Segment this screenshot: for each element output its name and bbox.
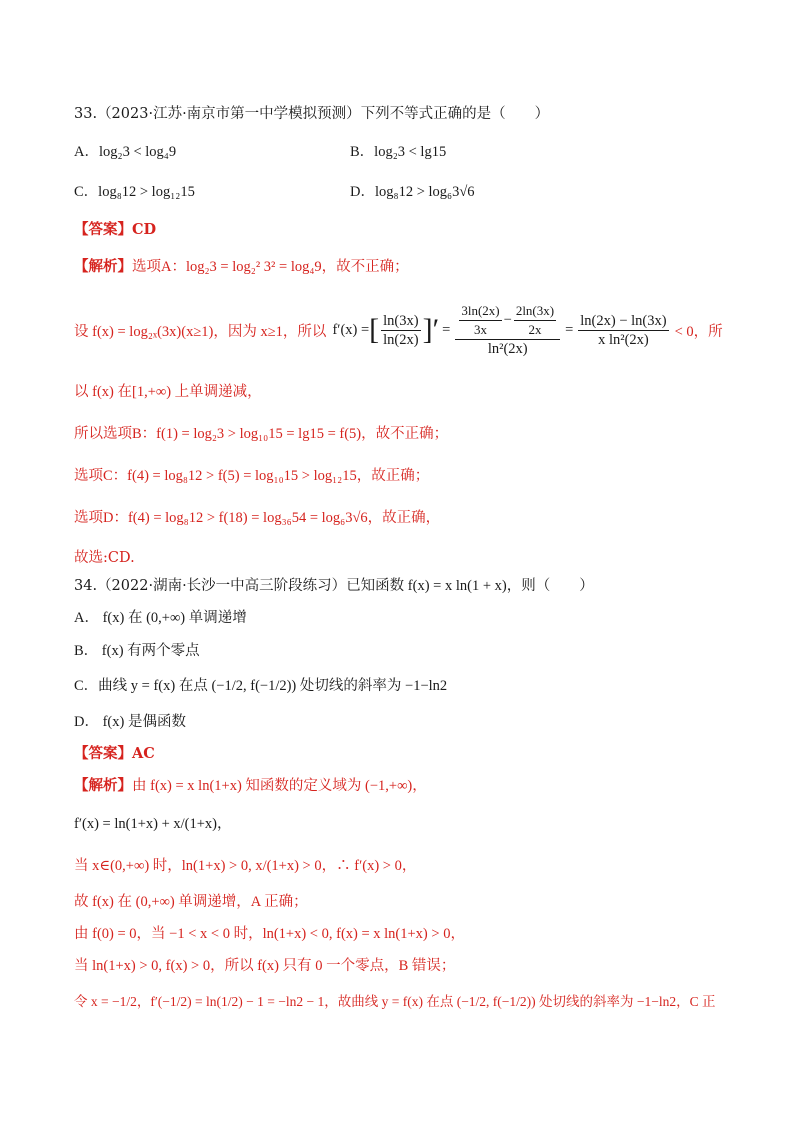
sub-fraction-b: [514, 302, 556, 339]
q33-number: 33.: [74, 106, 98, 122]
q33-option-d-label: D．: [350, 184, 375, 200]
q34-analysis-7: 令 x = −1/2，f′(−1/2) = ln(1/2) − 1 = −ln2 − 1，故曲线 y = f(x) 在点 (−1/2, f(−1/2)) 处切线的斜率为 −1−ln2，C 正: [74, 994, 716, 1009]
fraction-denominator: x ln²(2x): [598, 331, 649, 348]
q33-analysis-3: 以 f(x) 在[1,+∞) 上单调递减，: [74, 384, 262, 400]
q34-analysis-3: 当 x∈(0,+∞) 时，ln(1+x) > 0, x/(1+x) > 0，∴ f′(x) > 0，: [74, 858, 417, 874]
q34-analysis-4: 故 f(x) 在 (0,+∞) 单调递增，A 正确；: [74, 894, 308, 910]
q33-stem-line: [74, 104, 549, 124]
q33-option-a-expr: log₂3 < log₄9: [98, 144, 177, 160]
q33-option-d-expr: log₈12 > log₆3√6: [374, 184, 475, 200]
q33-option-b-label: B．: [350, 144, 375, 160]
q33-option-c: [74, 182, 195, 202]
fraction-denominator: ln²(2x): [487, 341, 528, 357]
derivative-label: f′(x) =: [332, 321, 370, 338]
q34-option-a: A． f(x) 在 (0,+∞) 单调递增: [74, 610, 247, 626]
q34-option-c: C．曲线 y = f(x) 在点 (−1/2, f(−1/2)) 处切线的斜率为 −1−ln2: [74, 678, 448, 694]
q34-analysis-6: 当 ln(1+x) > 0, f(x) > 0，所以 f(x) 只有 0 一个零点，B 错误；: [74, 958, 456, 974]
fraction-numerator: $\frac{3\ln(2x)}{3x}$ − $\frac{2\ln(3x)}{2x}$: [455, 302, 560, 340]
analysis-text: 选项A：log₂3 = log₂² 3² = log₄9，故不正确；: [132, 259, 409, 275]
q33-analysis-5: 选项C：f(4) = log₈12 > f(5) = log₁₀15 > log₁₂15，故正确；: [74, 468, 430, 484]
q34-analysis-5: 由 f(0) = 0，当 −1 < x < 0 时，ln(1+x) < 0, f(x) = x ln(1+x) > 0，: [74, 926, 465, 942]
sub-numerator: 3ln(2x): [459, 302, 501, 321]
q33-option-b-expr: log₂3 < lg15: [374, 144, 447, 160]
analysis-text: 由 f(x) = x ln(1+x) 知函数的定义域为 (−1,+∞)，: [132, 778, 427, 794]
bracket-fraction: [381, 312, 420, 349]
q33-answer: [74, 220, 156, 240]
q33-analysis-1: [74, 257, 409, 277]
q34-option-d: D． f(x) 是偶函数: [74, 714, 186, 730]
right-fraction: [578, 312, 668, 349]
analysis-text: < 0，所: [674, 323, 723, 340]
q33-option-c-label: C．: [74, 184, 99, 200]
equals-sign: =: [565, 321, 574, 338]
q34-stem-line: [74, 576, 594, 596]
fraction-numerator: ln(3x): [383, 312, 419, 329]
sub-fraction-a: [459, 302, 501, 339]
right-bracket: ]′: [422, 313, 440, 346]
answer-tag: 【答案】: [74, 745, 132, 762]
analysis-tag: 【解析】: [74, 777, 132, 794]
q33-analysis-6: 选项D：f(4) = log₈12 > f(18) = log₃₆54 = log₆3√6，故正确，: [74, 510, 441, 526]
q33-option-a-label: A．: [74, 144, 99, 160]
q34-answer: [74, 744, 155, 764]
fraction-numerator: ln(2x) − ln(3x): [580, 312, 667, 329]
answer-value: AC: [132, 745, 155, 762]
q33-analysis-2: [74, 300, 723, 360]
q33-source: （2023·江苏·南京市第一中学模拟预测）: [97, 106, 361, 122]
answer-tag: 【答案】: [74, 221, 132, 238]
q33-option-b: [350, 142, 446, 162]
equals-sign: =: [442, 321, 451, 338]
q34-analysis-1: [74, 776, 427, 796]
left-bracket: [: [369, 313, 380, 346]
fraction-denominator: ln(2x): [383, 331, 419, 348]
analysis-text: 设 f(x) = log₂ₓ(3x)(x≥1)，因为 x≥1，所以: [74, 323, 327, 340]
analysis-tag: 【解析】: [74, 258, 132, 275]
answer-value: CD: [132, 221, 157, 238]
sub-denominator: 2x: [528, 322, 542, 337]
q34-analysis-2: f′(x) = ln(1+x) + x/(1+x)，: [74, 816, 232, 832]
q34-option-b: B． f(x) 有两个零点: [74, 643, 200, 659]
q34-source: （2022·湖南·长沙一中高三阶段练习）: [97, 578, 347, 594]
q33-analysis-7: 故选:CD.: [74, 550, 135, 566]
middle-fraction: [455, 302, 560, 358]
q33-option-d: [350, 182, 475, 202]
sub-numerator: 2ln(3x): [514, 302, 556, 321]
q33-option-a: [74, 142, 176, 162]
q34-number: 34.: [74, 578, 98, 594]
q33-analysis-4: 所以选项B：f(1) = log₂3 > log₁₀15 = lg15 = f(5)，故不正确；: [74, 426, 449, 442]
q34-stem: 已知函数 f(x) = x ln(1 + x)，则（ ）: [346, 578, 594, 594]
sub-denominator: 3x: [473, 322, 487, 337]
q33-option-c-expr: log₈12 > log₁₂15: [98, 184, 195, 200]
q33-stem: 下列不等式正确的是（ ）: [360, 106, 550, 122]
